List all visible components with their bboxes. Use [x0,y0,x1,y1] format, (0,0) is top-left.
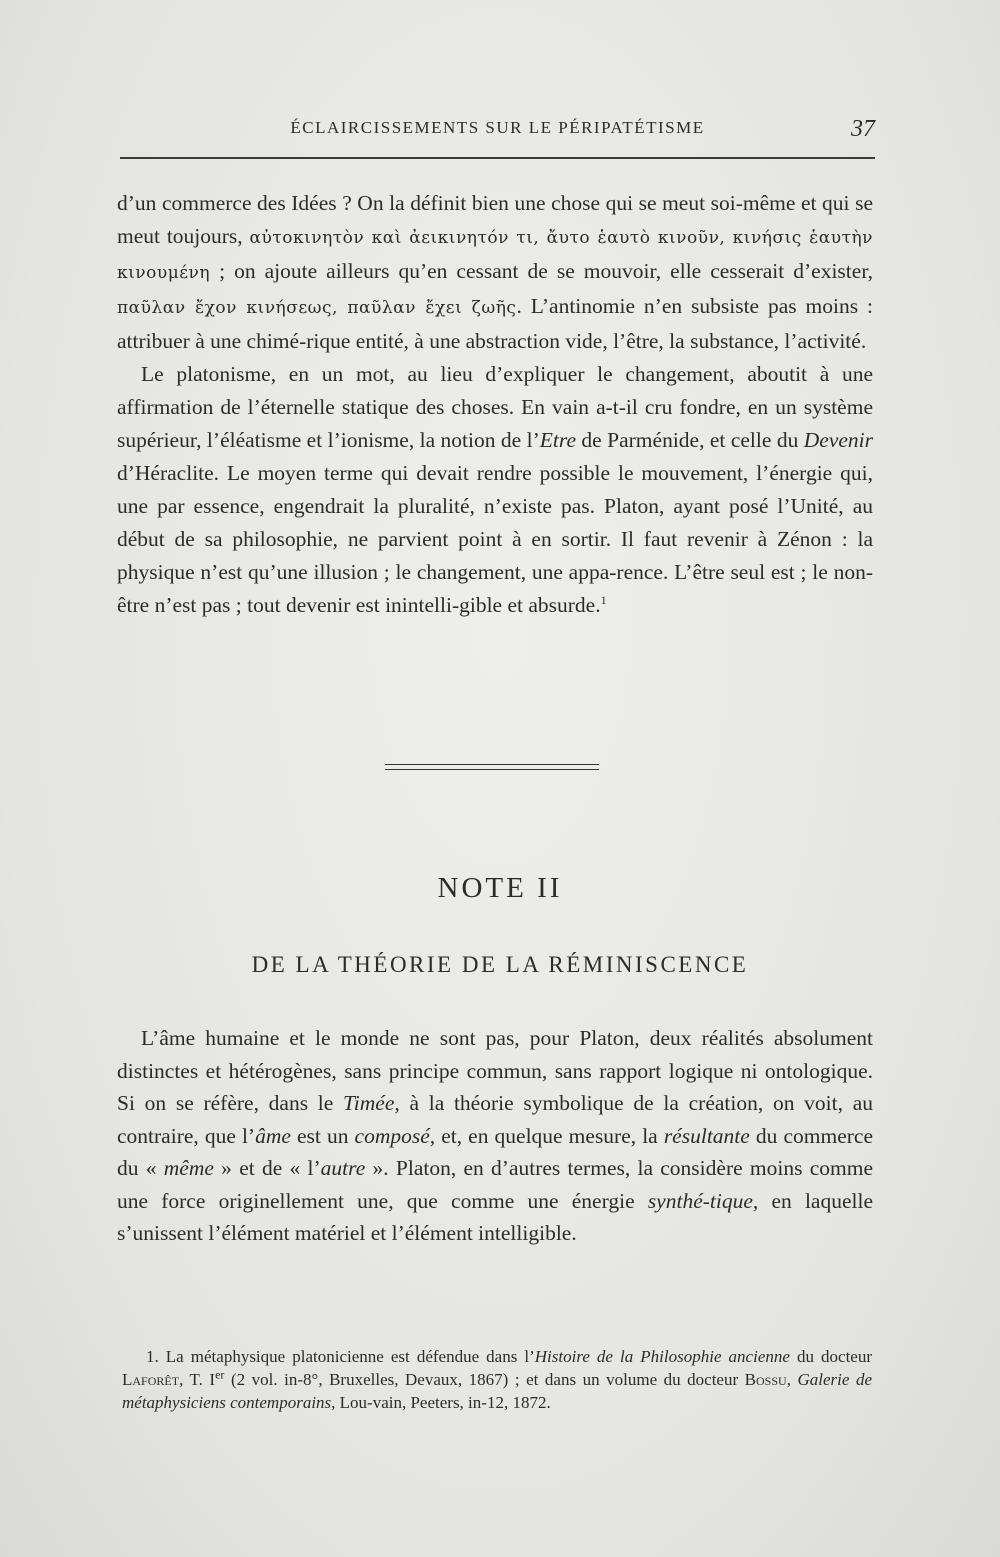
italic-text: âme [255,1123,291,1148]
superscript: er [215,1367,225,1382]
paragraph-1 [117,187,873,358]
footnote-reference[interactable]: 1 [600,592,607,607]
italic-text: composé, [354,1123,436,1148]
text-span: du commerce du « [117,1123,873,1180]
small-caps-name: Bossu [744,1370,787,1389]
italic-etre: Etre [539,428,576,452]
footnote [122,1345,872,1414]
footnote-1 [122,1345,872,1414]
text-span: Lou-vain, Peeters, in-12, 1872. [335,1393,551,1412]
body-text-bottom [117,1022,873,1250]
text-span: L’âme humaine et le monde ne sont pas, pour Platon, deux réalités absolument distinctes et hétérogènes, sans principe commun, sans rapport logique ni ontologique. Si on se réfère, dans le [117,1026,873,1115]
page-number: 37 [851,116,875,142]
text-span: d’Héraclite. Le moyen terme qui devait rendre possible le mouvement, l’énergie qui, une par essence, engendrait la pluralité, n’existe pas. Platon, ayant posé l’Unité, au début de sa philosophie, ne parvient point à en sortir. Il faut revenir à Zénon : la physique n’est qu’une illusion ; le changement, une appa-rence. L’être seul est ; le non-être n’est pas ; tout devenir est inintelli-gible et absurde. [117,461,873,617]
text-span: du docteur [789,1347,873,1366]
header-rule [120,157,875,159]
italic-text: autre [320,1156,366,1180]
text-span: » et de « l’ [213,1156,321,1180]
italic-text: résultante [663,1123,750,1148]
text-span: , T. I [179,1370,216,1389]
text-span: La métaphysique platonicienne est défendue dans l’ [158,1347,535,1366]
text-span: ». Platon, en d’autres termes, la considère moins comme une force originellement une, que comme une énergie [117,1156,874,1213]
italic-devenir: Devenir [803,428,873,452]
text-span: (2 vol. in-8°, Bruxelles, Devaux, 1867) ; et dans un volume du docteur [224,1370,745,1389]
section-divider [385,764,599,770]
footnote-number: 1. [146,1347,159,1366]
text-span: en laquelle s’unissent l’élément matériel et l’élément intelligible. [117,1188,874,1245]
running-title: ÉCLAIRCISSEMENTS SUR LE PÉRIPATÉTISME [290,118,705,137]
body-text-top [117,187,873,622]
text-span: d’un commerce des Idées ? On la définit bien une chose qui se meut soi-même et qui se meut toujours, [117,191,873,248]
text-span: à la théorie symbolique de la création, on voit, au contraire, que l’ [117,1091,873,1148]
running-head [120,116,875,146]
paragraph-2 [117,358,873,622]
text-span: est un [290,1123,355,1148]
text-span: , [786,1370,798,1389]
note-heading: NOTE II [437,872,563,904]
text-span: de Parménide, et celle du [576,428,804,452]
text-span: Le platonisme, en un mot, au lieu d’expliquer le changement, aboutit à une affirmation de l’éternelle statique des choses. En vain a-t-il cru fondre, en un système supérieur, l’éléatisme et l’ionisme, la notion de l’ [117,362,873,452]
text-span: ; on ajoute ailleurs qu’en cessant de se mouvoir, elle cesserait d’exister, [210,259,873,283]
italic-text: même [163,1156,214,1180]
text-span: et, en quelque mesure, la [435,1123,664,1148]
text-span: . L’antinomie n’en subsiste pas moins : attribuer à une chimé-rique entité, à une abstraction vide, l’être, la substance, l’activité. [117,294,873,353]
note-title: DE LA THÉORIE DE LA RÉMINISCENCE [251,952,749,977]
italic-text: synthé-tique, [647,1188,759,1213]
italic-text: Galerie de métaphysiciens contemporains, [122,1370,872,1412]
small-caps-name: Laforêt [122,1370,180,1389]
greek-quote-1: αὐτοκινητὸν καὶ ἀεικινητόν τι, ἄυτο ἑαυτὸ κινοῦν, κινήσις ἑαυτὴν κινουμένη [117,228,873,283]
paragraph-3 [117,1022,873,1250]
italic-text: Histoire de la Philosophie ancienne [534,1347,790,1366]
italic-text: Timée, [343,1091,400,1115]
greek-quote-2: παῦλαν ἔχον κινήσεως, παῦλαν ἔχει ζωῆς [117,298,517,318]
